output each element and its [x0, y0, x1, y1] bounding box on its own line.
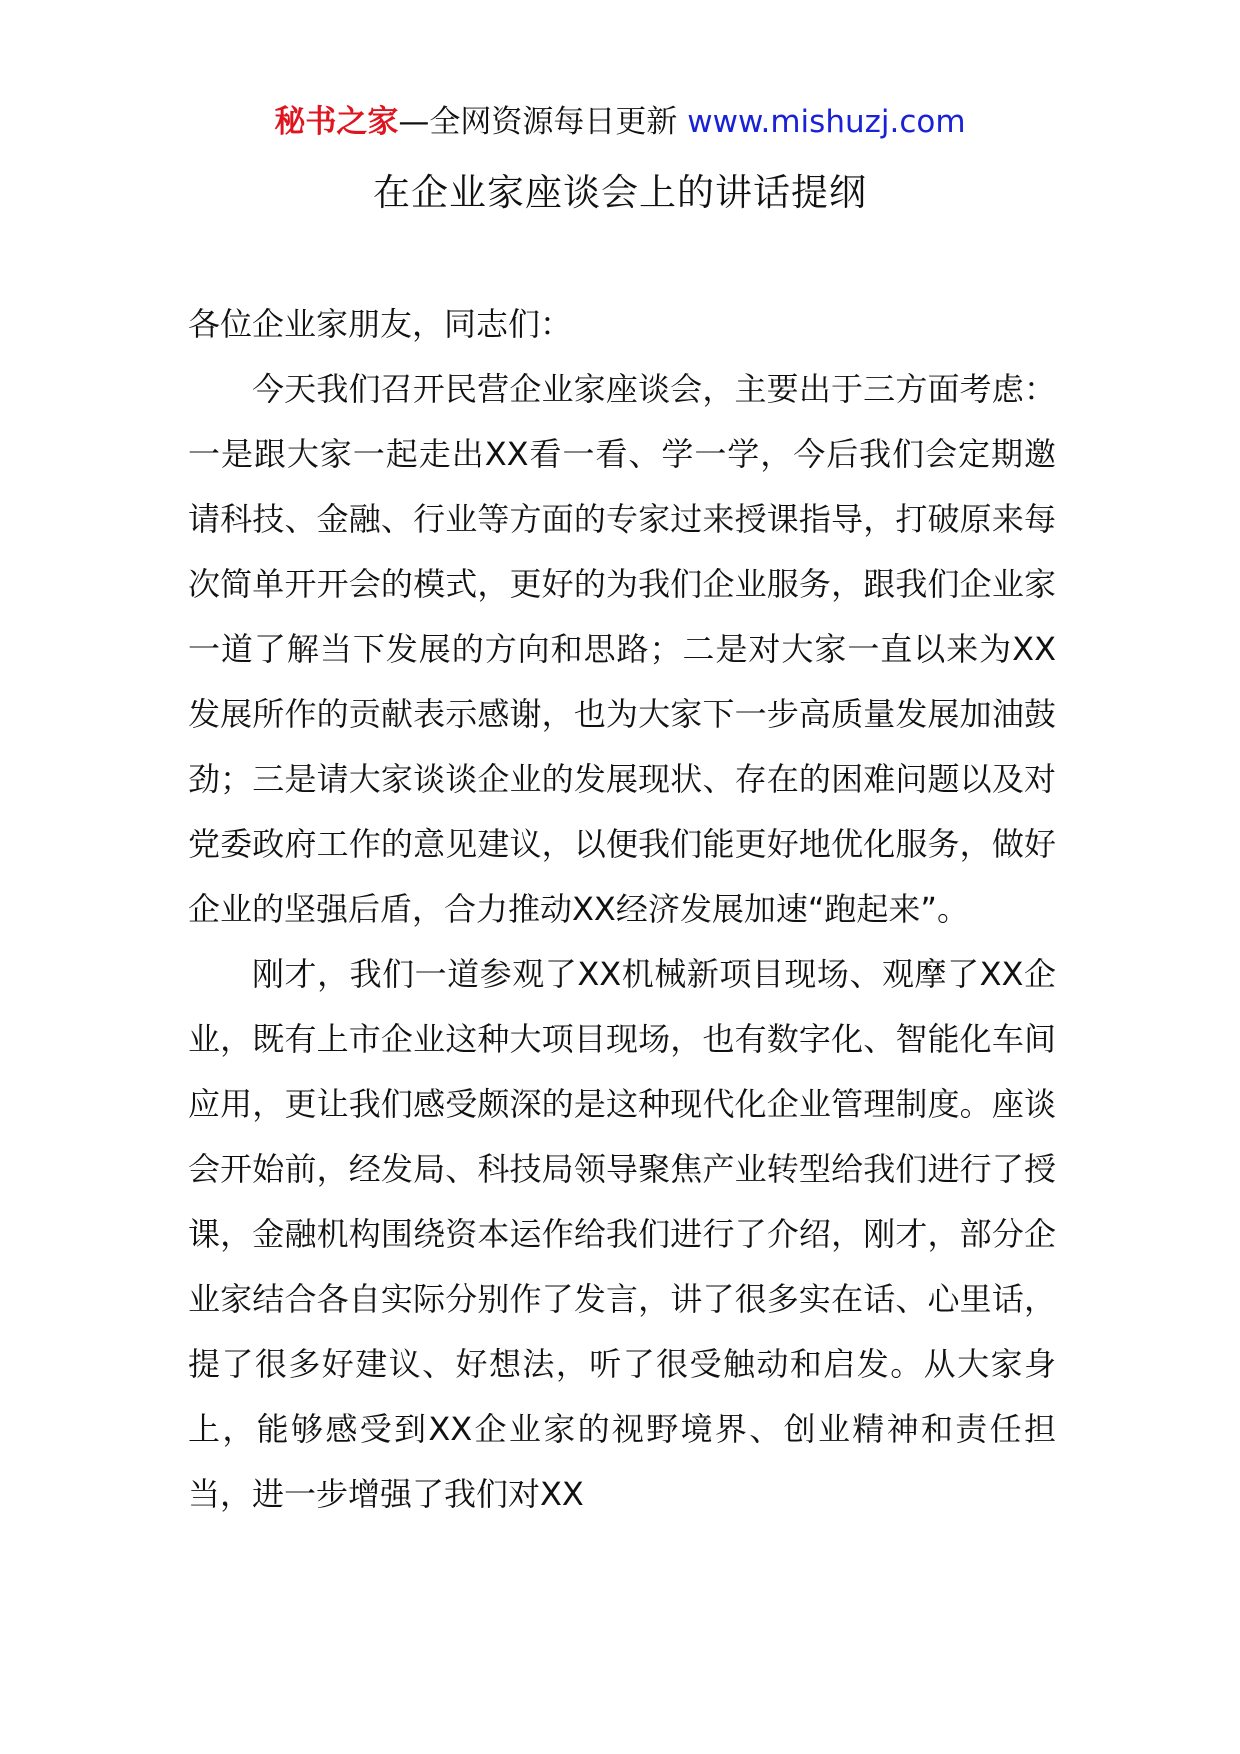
- body-paragraph-1: 今天我们召开民营企业家座谈会，主要出于三方面考虑：一是跟大家一起走出XX看一看、学一学，今后我们会定期邀请科技、金融、行业等方面的专家过来授课指导，打破原来每次简单开开会的模式，更好的为我们企业服务，跟我们企业家一道了解当下发展的方向和思路；二是对大家一直以来为XX发展所作的贡献表示感谢，也为大家下一步高质量发展加油鼓劲；三是请大家谈谈企业的发展现状、存在的困难问题以及对党委政府工作的意见建议，以便我们能更好地优化服务，做好企业的坚强后盾，合力推动XX经济发展加速“跑起来”。: [188, 370, 1056, 928]
- site-url-link[interactable]: www.mishuzj.com: [687, 104, 966, 140]
- body-paragraph-2: 刚才，我们一道参观了XX机械新项目现场、观摩了XX企业，既有上市企业这种大项目现场，也有数字化、智能化车间应用，更让我们感受颇深的是这种现代化企业管理制度。座谈会开始前，经发局、科技局领导聚焦产业转型给我们进行了授课，金融机构围绕资本运作给我们进行了介绍，刚才，部分企业家结合各自实际分别作了发言，讲了很多实在话、心里话，提了很多好建议、好想法，听了很受触动和启发。从大家身上，能够感受到XX企业家的视野境界、创业精神和责任担当，进一步增强了我们对XX: [188, 955, 1056, 1513]
- salutation: 各位企业家朋友，同志们：: [188, 305, 573, 343]
- brand-name: 秘书之家: [274, 104, 399, 140]
- site-header: [0, 98, 1240, 146]
- site-tagline: —全网资源每日更新: [398, 104, 678, 140]
- document-title: 在企业家座谈会上的讲话提纲: [373, 171, 867, 214]
- document-body: [188, 292, 1056, 1527]
